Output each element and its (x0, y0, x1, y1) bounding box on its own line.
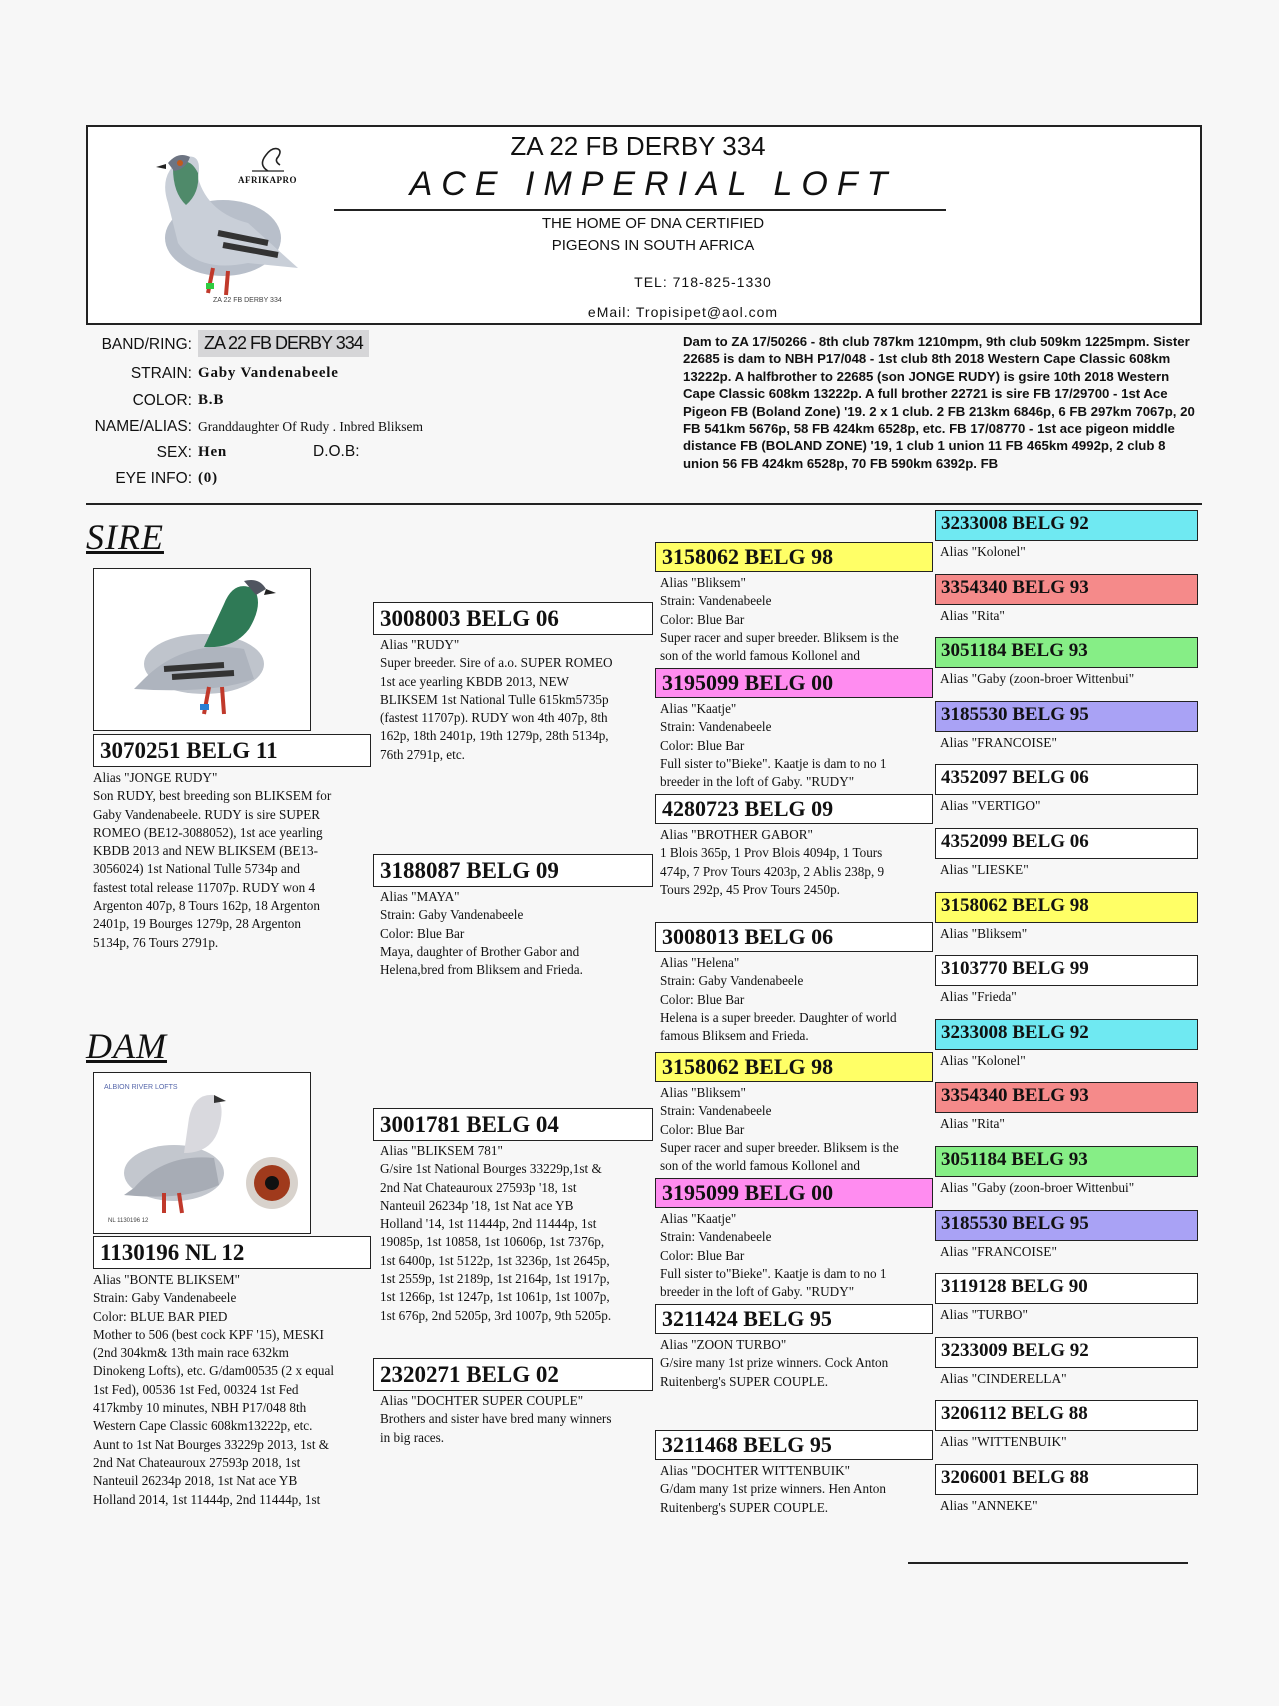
description-line: Color: Blue Bar (660, 737, 745, 753)
description-line: Alias "ZOON TURBO" (660, 1337, 787, 1352)
great-grandparent-description (660, 574, 935, 668)
description-line: 162p, 18th 2401p, 19th 1279p, 28th 5134p, (380, 728, 609, 744)
description-line: Nanteuil 26234p '18, 1st Nat ace YB (380, 1197, 574, 1213)
description-line: Alias "DOCHTER WITTENBUIK" (660, 1463, 850, 1478)
ancestor-ring: 3233009 BELG 92 (935, 1337, 1198, 1368)
great-grandparent-description (660, 826, 935, 920)
ancestor-alias: Alias "Kolonel" (940, 1052, 1026, 1068)
ancestor-ring: 3103770 BELG 99 (935, 955, 1198, 986)
description-line: Strain: Vandenabeele (660, 593, 772, 609)
section-divider (86, 503, 1202, 505)
description-line: 417kmby 10 minutes, NBH P17/048 8th (93, 1400, 307, 1416)
dam-photo (93, 1072, 311, 1234)
grandparent-description (380, 1142, 655, 1325)
ancestor-ring: 3119128 BELG 90 (935, 1273, 1198, 1304)
dam-description (93, 1271, 373, 1509)
ancestor-alias: Alias "Gaby (zoon-broer Wittenbui" (940, 1180, 1135, 1195)
ancestor-alias: Alias "TURBO" (940, 1307, 1028, 1323)
telephone: TEL: 718-825-1330 (634, 274, 772, 290)
great-grandparent-description (660, 700, 935, 794)
header-ring-title: ZA 22 FB DERBY 334 (510, 131, 766, 161)
ancestor-alias: Alias "Kolonel" (940, 544, 1026, 559)
great-grandparent-description (660, 1084, 935, 1178)
description-line: Holland '14, 1st 11444p, 2nd 11444p, 1st (380, 1216, 597, 1232)
great-grandparent-ring: 3158062 BELG 98 (655, 542, 933, 572)
dam-photo-caption: NL 1130196 12 (108, 1218, 149, 1224)
description-line: Strain: Vandenabeele (660, 1103, 772, 1119)
description-line: Helena,bred from Bliksem and Frieda. (380, 962, 583, 978)
ancestor-alias: Alias "Rita" (940, 1116, 1005, 1132)
great-grandparent-ring: 3195099 BELG 00 (655, 1178, 933, 1208)
description-line: 19085p, 1st 10858, 1st 10606p, 1st 7376p, (380, 1234, 605, 1250)
name-alias-value: Granddaughter Of Rudy . Inbred Bliksem (198, 419, 423, 434)
description-line: Strain: Vandenabeele (660, 1229, 772, 1245)
band-label: BAND/RING: (101, 336, 192, 353)
eye-info-label: EYE INFO: (115, 470, 192, 487)
dam-ring: 1130196 NL 12 (93, 1236, 371, 1269)
description-line: Alias "Helena" (660, 955, 740, 970)
description-line: Alias "JONGE RUDY" (93, 770, 218, 785)
description-line: 76th 2791p, etc. (380, 746, 465, 762)
description-line: Color: Blue Bar (660, 1121, 745, 1137)
ancestor-ring: 3051184 BELG 93 (935, 637, 1198, 668)
description-line: 1 Blois 365p, 1 Prov Blois 4094p, 1 Tours (660, 845, 883, 861)
description-line: Alias "Kaatje" (660, 701, 737, 716)
description-line: Color: BLUE BAR PIED (93, 1308, 228, 1324)
description-line: Ruitenberg's SUPER COUPLE. (660, 1499, 829, 1515)
sex-label: SEX: (156, 444, 192, 461)
description-line: Alias "Bliksem" (660, 575, 746, 590)
pigeon-icon (94, 1073, 309, 1233)
description-line: Full sister to"Bieke". Kaatje is dam to no 1 (660, 1265, 887, 1281)
great-grandparent-ring: 4280723 BELG 09 (655, 794, 933, 824)
grandparent-ring: 3008003 BELG 06 (373, 602, 653, 635)
ancestor-ring: 3185530 BELG 95 (935, 1210, 1198, 1241)
great-grandparent-description (660, 1336, 935, 1430)
header-photo-caption: ZA 22 FB DERBY 334 (213, 297, 282, 304)
description-line: Strain: Gaby Vandenabeele (660, 973, 804, 989)
ancestor-ring: 4352099 BELG 06 (935, 828, 1198, 859)
great-grandparent-description (660, 954, 935, 1048)
ancestor-ring: 3051184 BELG 93 (935, 1146, 1198, 1177)
performance-notes: Dam to ZA 17/50266 - 8th club 787km 1210mpm, 9th club 509km 1225mpm. Sister 22685 is dam to NBH P17/048 - 1st club 8th 2018 Western Cape Classic 608km 13222p. A halfbrother to 22685 (son JONGE RUDY) is gsire 10th 2018 Western Cape Classic 608km 13222p. A full brother 22721 is sire FB 17/29700 - 1st Ace Pigeon FB (Boland Zone) '19. 2 x 1 club. 2 FB 213km 6846p, 6 FB 297km 7067p, 20 FB 541km 5676p, 58 FB 424km 6528p, etc. FB 17/08770 - 1st ace pigeon middle distance FB (BOLAND ZONE) '19, 1 club 1 union 11 FB 465km 4992p, 2 club 8 union 56 FB 424km 6528p, 70 FB 590km 6392p. FB (683, 334, 1195, 471)
description-line: breeder in the loft of Gaby. "RUDY" (660, 1284, 855, 1300)
ancestor-alias: Alias "ANNEKE" (940, 1498, 1038, 1513)
ancestor-alias: Alias "FRANCOISE" (940, 1243, 1057, 1259)
description-line: Son RUDY, best breeding son BLIKSEM for (93, 788, 332, 804)
description-line: Gaby Vandenabeele. RUDY is sire SUPER (93, 806, 321, 822)
ancestor-ring: 3206001 BELG 88 (935, 1464, 1198, 1495)
description-line: Color: Blue Bar (660, 611, 745, 627)
ancestor-ring: 3354340 BELG 93 (935, 574, 1198, 605)
description-line: G/sire 1st National Bourges 33229p,1st & (380, 1161, 602, 1177)
ancestor-alias: Alias "Gaby (zoon-broer Wittenbui" (940, 671, 1135, 687)
signature-line (908, 1562, 1188, 1564)
strain-value: Gaby Vandenabeele (198, 365, 339, 381)
description-line: Alias "BONTE BLIKSEM" (93, 1272, 241, 1287)
description-line: Super racer and super breeder. Bliksem is the (660, 629, 899, 645)
description-line: Dinokeng Lofts), etc. G/dam00535 (2 x equal (93, 1363, 334, 1379)
description-line: Nanteuil 26234p 2018, 1st Nat ace YB (93, 1473, 298, 1489)
color-label: COLOR: (132, 392, 192, 409)
sire-heading: SIRE (86, 517, 164, 557)
grandparent-description (380, 636, 655, 764)
svg-text:ALBION RIVER LOFTS: ALBION RIVER LOFTS (104, 1084, 178, 1091)
description-line: 1st ace yearling KBDB 2013, NEW (380, 673, 569, 689)
description-line: G/sire many 1st prize winners. Cock Anton (660, 1355, 889, 1371)
great-grandparent-description (660, 1210, 935, 1304)
description-line: 2nd Nat Chateauroux 27593p '18, 1st (380, 1179, 577, 1195)
header-underline (334, 209, 946, 211)
sire-photo (93, 568, 311, 731)
description-line: Alias "BROTHER GABOR" (660, 827, 813, 842)
description-line: Color: Blue Bar (660, 1247, 745, 1263)
description-line: Alias "BLIKSEM 781" (380, 1143, 503, 1158)
description-line: breeder in the loft of Gaby. "RUDY" (660, 774, 855, 790)
description-line: Alias "RUDY" (380, 637, 460, 652)
description-line: Super breeder. Sire of a.o. SUPER ROMEO (380, 655, 613, 671)
ancestor-ring: 3158062 BELG 98 (935, 892, 1198, 923)
dob-label: D.O.B: (313, 443, 360, 460)
description-line: 1st 6400p, 1st 5122p, 1st 3236p, 1st 2645p, (380, 1252, 610, 1268)
great-grandparent-ring: 3008013 BELG 06 (655, 922, 933, 952)
logo-text: AFRIKAPRO (238, 175, 297, 185)
description-line: Maya, daughter of Brother Gabor and (380, 943, 580, 959)
description-line: Strain: Gaby Vandenabeele (93, 1290, 237, 1306)
ancestor-alias: Alias "Frieda" (940, 989, 1017, 1005)
ancestor-alias: Alias "LIESKE" (940, 862, 1029, 877)
description-line: Color: Blue Bar (380, 925, 465, 941)
description-line: 2nd Nat Chateauroux 27593p 2018, 1st (93, 1454, 301, 1470)
ancestor-ring: 3233008 BELG 92 (935, 1019, 1198, 1050)
description-line: Tours 292p, 45 Prov Tours 2450p. (660, 881, 840, 897)
ancestor-ring: 3185530 BELG 95 (935, 701, 1198, 732)
description-line: 1st 2559p, 1st 2189p, 1st 2164p, 1st 1917p, (380, 1271, 610, 1287)
description-line: Argenton 407p, 8 Tours 162p, 18 Argenton (93, 898, 320, 914)
description-line: Alias "Bliksem" (660, 1085, 746, 1100)
name-alias-label: NAME/ALIAS: (94, 418, 192, 435)
description-line: Strain: Vandenabeele (660, 719, 772, 735)
description-line: Helena is a super breeder. Daughter of world (660, 1009, 897, 1025)
description-line: Brothers and sister have bred many winners (380, 1411, 612, 1427)
description-line: Color: Blue Bar (660, 991, 745, 1007)
description-line: 5134p, 76 Tours 2791p. (93, 934, 219, 950)
description-line: 1st Fed), 00536 1st Fed, 00324 1st Fed (93, 1381, 299, 1397)
sex-value: Hen (198, 444, 228, 460)
color-value: B.B (198, 392, 225, 408)
ancestor-ring: 3206112 BELG 88 (935, 1400, 1198, 1431)
great-grandparent-ring: 3211468 BELG 95 (655, 1430, 933, 1460)
grandparent-ring: 2320271 BELG 02 (373, 1358, 653, 1391)
description-line: 474p, 7 Prov Tours 4203p, 2 Ablis 238p, 9 (660, 863, 885, 879)
description-line: (2nd 304km& 13th main race 632km (93, 1345, 289, 1361)
description-line: BLIKSEM 1st National Tulle 615km5735p (380, 691, 609, 707)
sire-ring: 3070251 BELG 11 (93, 734, 371, 767)
ancestor-alias: Alias "CINDERELLA" (940, 1370, 1067, 1386)
ancestor-ring: 3354340 BELG 93 (935, 1082, 1198, 1113)
grandparent-ring: 3188087 BELG 09 (373, 854, 653, 887)
header-box (86, 125, 1202, 325)
description-line: Alias "MAYA" (380, 889, 460, 904)
ancestor-alias: Alias "Rita" (940, 607, 1005, 623)
ancestor-alias: Alias "VERTIGO" (940, 798, 1041, 814)
grandparent-description (380, 1392, 655, 1447)
description-line: 1st 676p, 2nd 5205p, 3rd 1007p, 9th 5205p. (380, 1307, 612, 1323)
tagline-line-1: THE HOME OF DNA CERTIFIED (541, 215, 765, 232)
description-line: KBDB 2013 and NEW BLIKSEM (BE13- (93, 843, 319, 859)
pigeon-icon (94, 569, 309, 729)
description-line: in big races. (380, 1429, 445, 1445)
email-address: eMail: Tropisipet@aol.com (587, 304, 779, 320)
great-grandparent-ring: 3158062 BELG 98 (655, 1052, 933, 1082)
ancestor-ring: 3233008 BELG 92 (935, 510, 1198, 541)
description-line: Alias "Kaatje" (660, 1211, 737, 1226)
great-grandparent-description (660, 1462, 935, 1556)
grandparent-ring: 3001781 BELG 04 (373, 1108, 653, 1141)
strain-label: STRAIN: (130, 365, 192, 382)
great-grandparent-ring: 3211424 BELG 95 (655, 1304, 933, 1334)
description-line: Super racer and super breeder. Bliksem is the (660, 1139, 899, 1155)
description-line: Western Cape Classic 608km13222p, etc. (93, 1418, 313, 1434)
ancestor-ring: 4352097 BELG 06 (935, 764, 1198, 795)
great-grandparent-ring: 3195099 BELG 00 (655, 668, 933, 698)
description-line: Strain: Gaby Vandenabeele (380, 907, 524, 923)
sire-description (93, 769, 373, 952)
description-line: son of the world famous Kollonel and (660, 648, 860, 664)
description-line: ROMEO (BE12-3088052), 1st ace yearling (93, 824, 323, 840)
ancestor-alias: Alias "Bliksem" (940, 925, 1028, 941)
description-line: 2401p, 19 Bourges 1279p, 28 Argenton (93, 916, 301, 932)
loft-name: ACE IMPERIAL LOFT (409, 165, 897, 203)
band-value: ZA 22 FB DERBY 334 (198, 330, 369, 357)
description-line: famous Bliksem and Frieda. (660, 1028, 809, 1044)
description-line: Alias "DOCHTER SUPER COUPLE" (380, 1393, 584, 1408)
dam-heading: DAM (86, 1026, 167, 1066)
description-line: son of the world famous Kollonel and (660, 1158, 860, 1174)
description-line: (fastest 11707p). RUDY won 4th 407p, 8th (380, 710, 608, 726)
description-line: Ruitenberg's SUPER COUPLE. (660, 1373, 829, 1389)
description-line: G/dam many 1st prize winners. Hen Anton (660, 1481, 886, 1497)
description-line: Full sister to"Bieke". Kaatje is dam to no 1 (660, 755, 887, 771)
eye-info-value: (0) (198, 470, 218, 486)
description-line: Aunt to 1st Nat Bourges 33229p 2013, 1st & (93, 1436, 330, 1452)
tagline-line-2: PIGEONS IN SOUTH AFRICA (551, 237, 755, 254)
description-line: fastest total release 11707p. RUDY won 4 (93, 879, 316, 895)
description-line: 1st 1266p, 1st 1247p, 1st 1061p, 1st 1007p, (380, 1289, 610, 1305)
description-line: 3056024) 1st National Tulle 5734p and (93, 861, 300, 877)
grandparent-description (380, 888, 655, 979)
description-line: Holland 2014, 1st 11444p, 2nd 11444p, 1st (93, 1491, 321, 1507)
ancestor-alias: Alias "WITTENBUIK" (940, 1434, 1067, 1450)
description-line: Mother to 506 (best cock KPF '15), MESKI (93, 1326, 324, 1342)
ancestor-alias: Alias "FRANCOISE" (940, 734, 1057, 750)
